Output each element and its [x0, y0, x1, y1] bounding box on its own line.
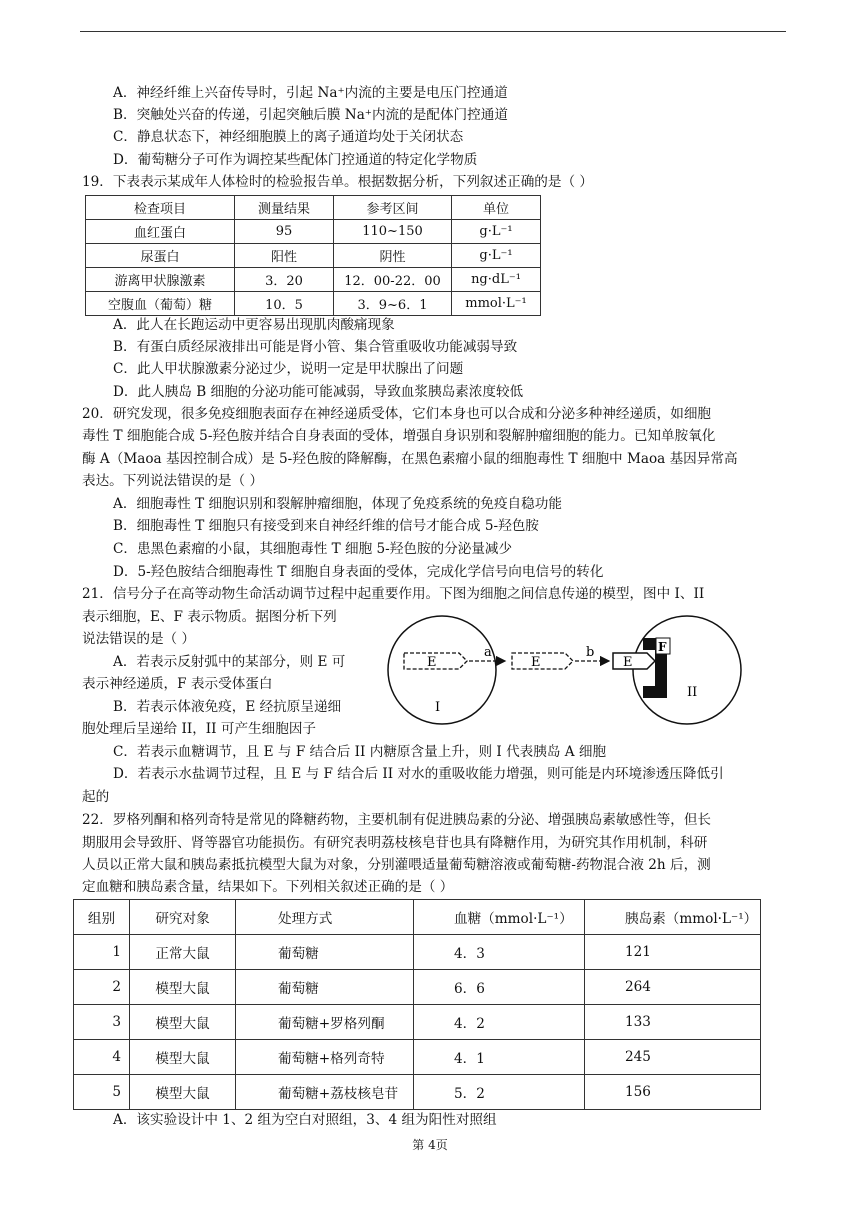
cell: 葡萄糖+荔枝核皂苷 [236, 1075, 414, 1110]
q20-option-d: D．5-羟色胺结合细胞毒性 T 细胞自身表面的受体，完成化学信号向电信号的转化 [113, 564, 604, 580]
cell: 3 [74, 1005, 130, 1040]
cell: 4．3 [414, 935, 585, 970]
q18-option-c: C．静息状态下，神经细胞膜上的离子通道均处于关闭状态 [113, 129, 464, 145]
cell: 121 [585, 935, 761, 970]
q21-option-d-line: D．若表示水盐调节过程，且 E 与 F 结合后 II 对水的重吸收能力增强，则可能是内环境渗透压降低引 [113, 766, 724, 782]
cell: 尿蛋白 [86, 244, 235, 268]
q22-table [73, 899, 761, 1110]
cell: 5．2 [414, 1075, 585, 1110]
cell: 10．5 [235, 292, 334, 316]
table-row [74, 970, 761, 1005]
q21-option-b-line: B．若表示体液免疫，E 经抗原呈递细 [113, 699, 342, 715]
label-f: F [658, 640, 667, 654]
label-cell-2: II [687, 685, 698, 700]
cell: 正常大鼠 [130, 935, 236, 970]
q19-option-c: C．此人甲状腺激素分泌过少，说明一定是甲状腺出了问题 [113, 361, 464, 377]
q20-stem-line: 毒性 T 细胞能合成 5-羟色胺并结合自身表面的受体，增强自身识别和裂解肿瘤细胞的能力。已知单胺氧化 [82, 428, 716, 444]
cell: 模型大鼠 [130, 970, 236, 1005]
page-number: 第 4页 [412, 1138, 448, 1152]
cell-1-circle [388, 616, 496, 724]
table-row [86, 268, 541, 292]
label-e-1: E [427, 655, 437, 670]
q21-option-b-line: 胞处理后呈递给 II，II 可产生细胞因子 [82, 721, 317, 737]
label-a: a [484, 645, 492, 660]
q21-option-c: C．若表示血糖调节，且 E 与 F 结合后 II 内糖原含量上升，则 I 代表胰岛 A 细胞 [113, 744, 607, 760]
q20-stem-line: 20．研究发现，很多免疫细胞表面存在神经递质受体，它们本身也可以合成和分泌多种神经递质，如细胞 [82, 406, 712, 422]
q20-option-a: A．细胞毒性 T 细胞识别和裂解肿瘤细胞，体现了免疫系统的免疫自稳功能 [113, 496, 562, 512]
table-row [74, 1040, 761, 1075]
signal-e-bound [613, 653, 655, 669]
cell: ng·dL⁻¹ [452, 268, 541, 292]
q20-stem-line: 酶 A（Maoa 基因控制合成）是 5-羟色胺的降解酶，在黑色素瘤小鼠的细胞毒性 T 细胞中 Maoa 基因异常高 [82, 451, 738, 467]
cell: 血红蛋白 [86, 220, 235, 244]
cell: mmol·L⁻¹ [452, 292, 541, 316]
header-rule [80, 31, 786, 32]
label-cell-1: I [435, 700, 441, 715]
cell: 12．00-22．00 [334, 268, 452, 292]
cell: 2 [74, 970, 130, 1005]
q19-table [85, 195, 541, 316]
table-header-row [86, 196, 541, 220]
q22-stem-line: 22．罗格列酮和格列奇特是常见的降糖药物，主要机制有促进胰岛素的分泌、增强胰岛素敏感性等，但长 [82, 812, 712, 828]
q18-option-a: A．神经纤维上兴奋传导时，引起 Na⁺内流的主要是电压门控通道 [113, 85, 508, 101]
q22-stem-line: 定血糖和胰岛素含量，结果如下。下列相关叙述正确的是（ ） [82, 879, 454, 895]
cell: 245 [585, 1040, 761, 1075]
label-b: b [586, 645, 595, 660]
q20-option-c: C．患黑色素瘤的小鼠，其细胞毒性 T 细胞 5-羟色胺的分泌量减少 [113, 541, 513, 557]
header-cell: 研究对象 [130, 900, 236, 935]
table-row [86, 244, 541, 268]
cell: 6．6 [414, 970, 585, 1005]
q19-option-b: B．有蛋白质经尿液排出可能是肾小管、集合管重吸收功能减弱导致 [113, 339, 518, 355]
cell: 葡萄糖 [236, 970, 414, 1005]
signal-e-transit [512, 653, 573, 669]
table-header-row [74, 900, 761, 935]
header-cell: 参考区间 [334, 196, 452, 220]
cell: 95 [235, 220, 334, 244]
table-row [74, 1075, 761, 1110]
header-cell: 血糖（mmol·L⁻¹） [414, 900, 585, 935]
cell: 1 [74, 935, 130, 970]
cell: 133 [585, 1005, 761, 1040]
cell: 空腹血（葡萄）糖 [86, 292, 235, 316]
cell: 模型大鼠 [130, 1040, 236, 1075]
cell: 156 [585, 1075, 761, 1110]
table-row [86, 220, 541, 244]
cell: 模型大鼠 [130, 1075, 236, 1110]
q21-option-a-line: A．若表示反射弧中的某部分，则 E 可 [113, 654, 346, 670]
cell: 110~150 [334, 220, 452, 244]
cell: g·L⁻¹ [452, 244, 541, 268]
q21-stem-line: 表示细胞，E、F 表示物质。据图分析下列 [82, 609, 337, 625]
label-e-2: E [531, 655, 541, 670]
header-cell: 处理方式 [236, 900, 414, 935]
table-row [86, 292, 541, 316]
table-row [74, 935, 761, 970]
q20-stem-line: 表达。下列说法错误的是（ ） [82, 473, 264, 489]
cell-signaling-diagram [385, 610, 780, 738]
header-cell: 检查项目 [86, 196, 235, 220]
header-cell: 组别 [74, 900, 130, 935]
cell: 葡萄糖 [236, 935, 414, 970]
cell: 4 [74, 1040, 130, 1075]
table-row [74, 1005, 761, 1040]
cell: 264 [585, 970, 761, 1005]
cell: 葡萄糖+格列奇特 [236, 1040, 414, 1075]
cell: 5 [74, 1075, 130, 1110]
header-cell: 单位 [452, 196, 541, 220]
q22-stem-line: 期服用会导致肝、肾等器官功能损伤。有研究表明荔枝核皂苷也具有降糖作用，为研究其作用机制，科研 [82, 835, 708, 851]
label-e-3: E [623, 655, 633, 670]
cell: 4．2 [414, 1005, 585, 1040]
cell: 游离甲状腺激素 [86, 268, 235, 292]
q21-option-d-line: 起的 [82, 789, 110, 805]
cell: g·L⁻¹ [452, 220, 541, 244]
q21-stem-line: 说法错误的是（ ） [82, 631, 196, 647]
q19-option-a: A．此人在长跑运动中更容易出现肌肉酸痛现象 [113, 317, 395, 333]
cell: 模型大鼠 [130, 1005, 236, 1040]
header-cell: 测量结果 [235, 196, 334, 220]
q20-option-b: B．细胞毒性 T 细胞只有接受到来自神经纤维的信号才能合成 5-羟色胺 [113, 518, 539, 534]
q22-option-a: A．该实验设计中 1、2 组为空白对照组，3、4 组为阳性对照组 [113, 1112, 497, 1128]
cell: 3．20 [235, 268, 334, 292]
q19-stem: 19．下表表示某成年人体检时的检验报告单。根据数据分析，下列叙述正确的是（ ） [82, 174, 593, 190]
cell: 葡萄糖+罗格列酮 [236, 1005, 414, 1040]
cell: 阳性 [235, 244, 334, 268]
cell: 4．1 [414, 1040, 585, 1075]
q21-stem-line: 21．信号分子在高等动物生命活动调节过程中起重要作用。下图为细胞之间信息传递的模型，图中 I、II [82, 586, 705, 602]
cell: 阴性 [334, 244, 452, 268]
q18-option-b: B．突触处兴奋的传递，引起突触后膜 Na⁺内流的是配体门控通道 [113, 107, 508, 123]
q18-option-d: D．葡萄糖分子可作为调控某些配体门控通道的特定化学物质 [113, 152, 478, 168]
header-cell: 胰岛素（mmol·L⁻¹） [585, 900, 761, 935]
q19-option-d: D．此人胰岛 B 细胞的分泌功能可能减弱，导致血浆胰岛素浓度较低 [113, 384, 524, 400]
q21-option-a-line: 表示神经递质，F 表示受体蛋白 [82, 676, 273, 692]
cell-2-circle [633, 616, 741, 724]
q22-stem-line: 人员以正常大鼠和胰岛素抵抗模型大鼠为对象，分别灌喂适量葡萄糖溶液或葡萄糖-药物混合液 2h 后，测 [82, 857, 711, 873]
cell: 3．9~6．1 [334, 292, 452, 316]
